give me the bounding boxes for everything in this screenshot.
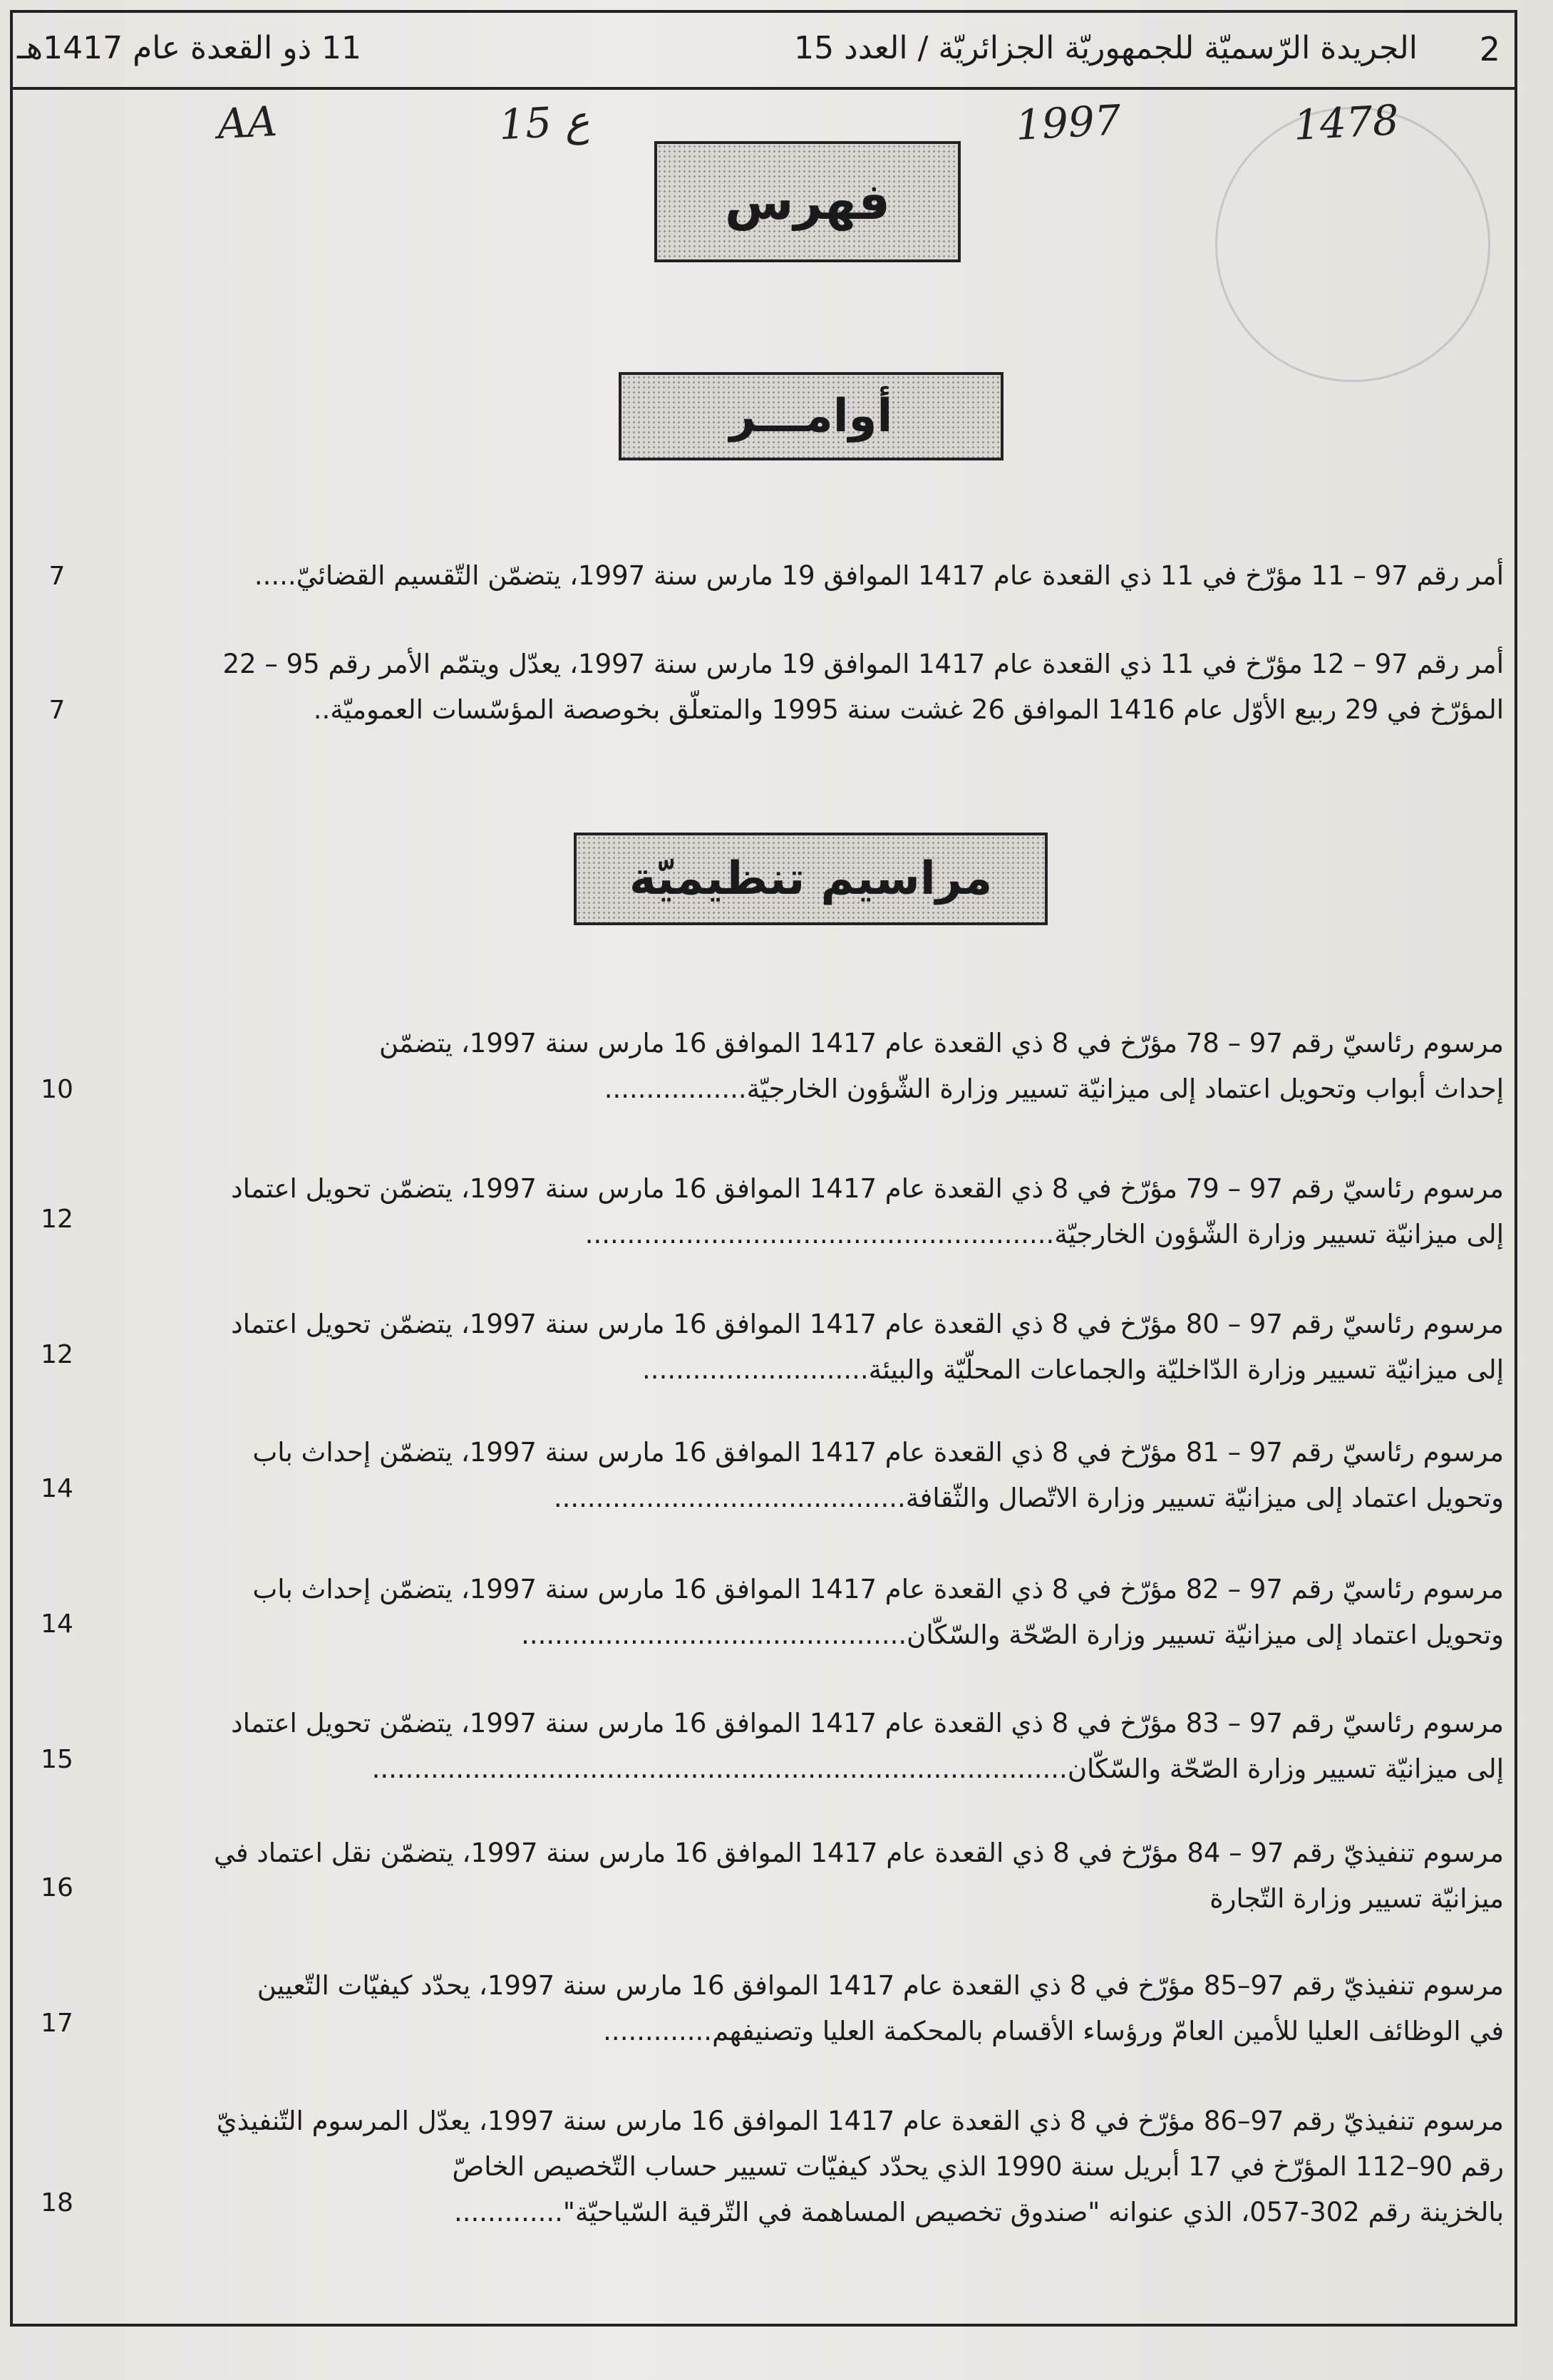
handwritten-annotation: 1478 [1292, 96, 1400, 150]
entry-line: مرسوم تنفيذيّ رقم 97–85 مؤرّخ في 8 ذي القعدة عام 1417 الموافق 16 مارس سنة 1997، يحدّد كيفيّات التّعيين [257, 1970, 1504, 2001]
entry-line: مرسوم رئاسيّ رقم 97 – 80 مؤرّخ في 8 ذي القعدة عام 1417 الموافق 16 مارس سنة 1997، يتضمّن تحويل اعتماد [231, 1309, 1504, 1339]
entry-line: مرسوم رئاسيّ رقم 97 – 81 مؤرّخ في 8 ذي القعدة عام 1417 الموافق 16 مارس سنة 1997، يتضمّن إحداث باب [252, 1437, 1504, 1468]
index-entry [107, 1021, 1504, 1112]
handwritten-annotation: 1997 [1014, 96, 1123, 150]
entry-page-number: 7 [48, 696, 66, 725]
entry-line: مرسوم تنفيذيّ رقم 97 – 84 مؤرّخ في 8 ذي القعدة عام 1417 الموافق 16 مارس سنة 1997، يتضمّن نقل اعتماد في [214, 1838, 1504, 1868]
entry-line: بالخزينة رقم 302-057، الذي عنوانه "صندوق تخصيص المساهمة في التّرقية السّياحيّة"............. [454, 2197, 1504, 2227]
entry-page-number: 14 [41, 1609, 73, 1639]
index-entry [107, 1701, 1504, 1792]
entry-page-number: 7 [48, 562, 66, 591]
entry-page-number: 17 [41, 2009, 73, 2038]
entry-page-number: 15 [41, 1745, 73, 1774]
running-header [10, 10, 1517, 90]
entry-line: أمر رقم 97 – 12 مؤرّخ في 11 ذي القعدة عام 1417 الموافق 19 مارس سنة 1997، يعدّل ويتمّم الأمر رقم 95 – 22 [222, 649, 1504, 679]
header-publication-title: الجريدة الرّسميّة للجمهوريّة الجزائريّة / العدد 15 [794, 30, 1418, 66]
entry-line: مرسوم رئاسيّ رقم 97 – 79 مؤرّخ في 8 ذي القعدة عام 1417 الموافق 16 مارس سنة 1997، يتضمّن تحويل اعتماد [231, 1173, 1504, 1204]
entry-line: أمر رقم 97 – 11 مؤرّخ في 11 ذي القعدة عام 1417 الموافق 19 مارس سنة 1997، يتضمّن التّقسيم القضائيّ..... [254, 560, 1504, 591]
index-title: فهرس [654, 141, 961, 262]
header-date: 11 ذو القعدة عام 1417هـ [17, 30, 362, 66]
entry-page-number: 12 [41, 1340, 73, 1369]
index-entry [107, 2098, 1504, 2235]
entry-line: في الوظائف العليا للأمين العامّ ورؤساء الأقسام بالمحكمة العليا وتصنيفهم............. [603, 2016, 1504, 2046]
entry-line: إلى ميزانيّة تسيير وزارة الصّحّة والسّكّان................................................................................... [371, 1753, 1504, 1784]
index-entry [107, 1963, 1504, 2054]
entry-line: رقم 90–112 المؤرّخ في 17 أبريل سنة 1990 الذي يحدّد كيفيّات تسيير حساب التّخصيص الخاصّ [452, 2151, 1504, 2182]
index-entry [107, 642, 1504, 733]
entry-line: إلى ميزانيّة تسيير وزارة الشّؤون الخارجيّة........................................................ [584, 1219, 1504, 1250]
entry-line: المؤرّخ في 29 ربيع الأوّل عام 1416 الموافق 26 غشت سنة 1995 والمتعلّق بخوصصة المؤسّسات العموميّة.. [313, 694, 1504, 725]
index-entry [107, 1567, 1504, 1658]
faded-seal-stamp [1215, 107, 1490, 382]
section-heading-regulatory-decrees: مراسيم تنظيميّة [574, 833, 1048, 925]
entry-line: وتحويل اعتماد إلى ميزانيّة تسيير وزارة الاتّصال والثّقافة.......................................... [553, 1483, 1504, 1513]
index-entry [107, 1166, 1504, 1257]
section-heading-orders: أوامـــر [619, 372, 1003, 460]
entry-page-number: 10 [41, 1075, 73, 1104]
index-entry [107, 1302, 1504, 1393]
entry-page-number: 18 [41, 2188, 73, 2217]
handwritten-annotation: ع 15 [497, 96, 591, 150]
entry-page-number: 14 [41, 1474, 73, 1503]
handwritten-annotation: AA [216, 96, 279, 149]
index-entry [107, 553, 1504, 599]
entry-line: إلى ميزانيّة تسيير وزارة الدّاخليّة والجماعات المحلّيّة والبيئة........................... [642, 1354, 1504, 1385]
entry-line: مرسوم رئاسيّ رقم 97 – 78 مؤرّخ في 8 ذي القعدة عام 1417 الموافق 16 مارس سنة 1997، يتضمّن [378, 1028, 1504, 1058]
entry-line: وتحويل اعتماد إلى ميزانيّة تسيير وزارة الصّحّة والسّكّان.............................................. [521, 1619, 1504, 1650]
entry-page-number: 16 [41, 1873, 73, 1902]
header-page-number: 2 [1479, 30, 1500, 68]
entry-line: مرسوم تنفيذيّ رقم 97–86 مؤرّخ في 8 ذي القعدة عام 1417 الموافق 16 مارس سنة 1997، يعدّل المرسوم التّنفيذيّ [216, 2106, 1504, 2136]
entry-line: مرسوم رئاسيّ رقم 97 – 83 مؤرّخ في 8 ذي القعدة عام 1417 الموافق 16 مارس سنة 1997، يتضمّن تحويل اعتماد [231, 1708, 1504, 1738]
entry-line: مرسوم رئاسيّ رقم 97 – 82 مؤرّخ في 8 ذي القعدة عام 1417 الموافق 16 مارس سنة 1997، يتضمّن إحداث باب [252, 1574, 1504, 1604]
entry-line: إحداث أبواب وتحويل اعتماد إلى ميزانيّة تسيير وزارة الشّؤون الخارجيّة................. [604, 1073, 1504, 1104]
index-entry [107, 1430, 1504, 1521]
index-entry [107, 1830, 1504, 1922]
entry-line: ميزانيّة تسيير وزارة التّجارة [1209, 1883, 1504, 1914]
entry-page-number: 12 [41, 1205, 73, 1234]
